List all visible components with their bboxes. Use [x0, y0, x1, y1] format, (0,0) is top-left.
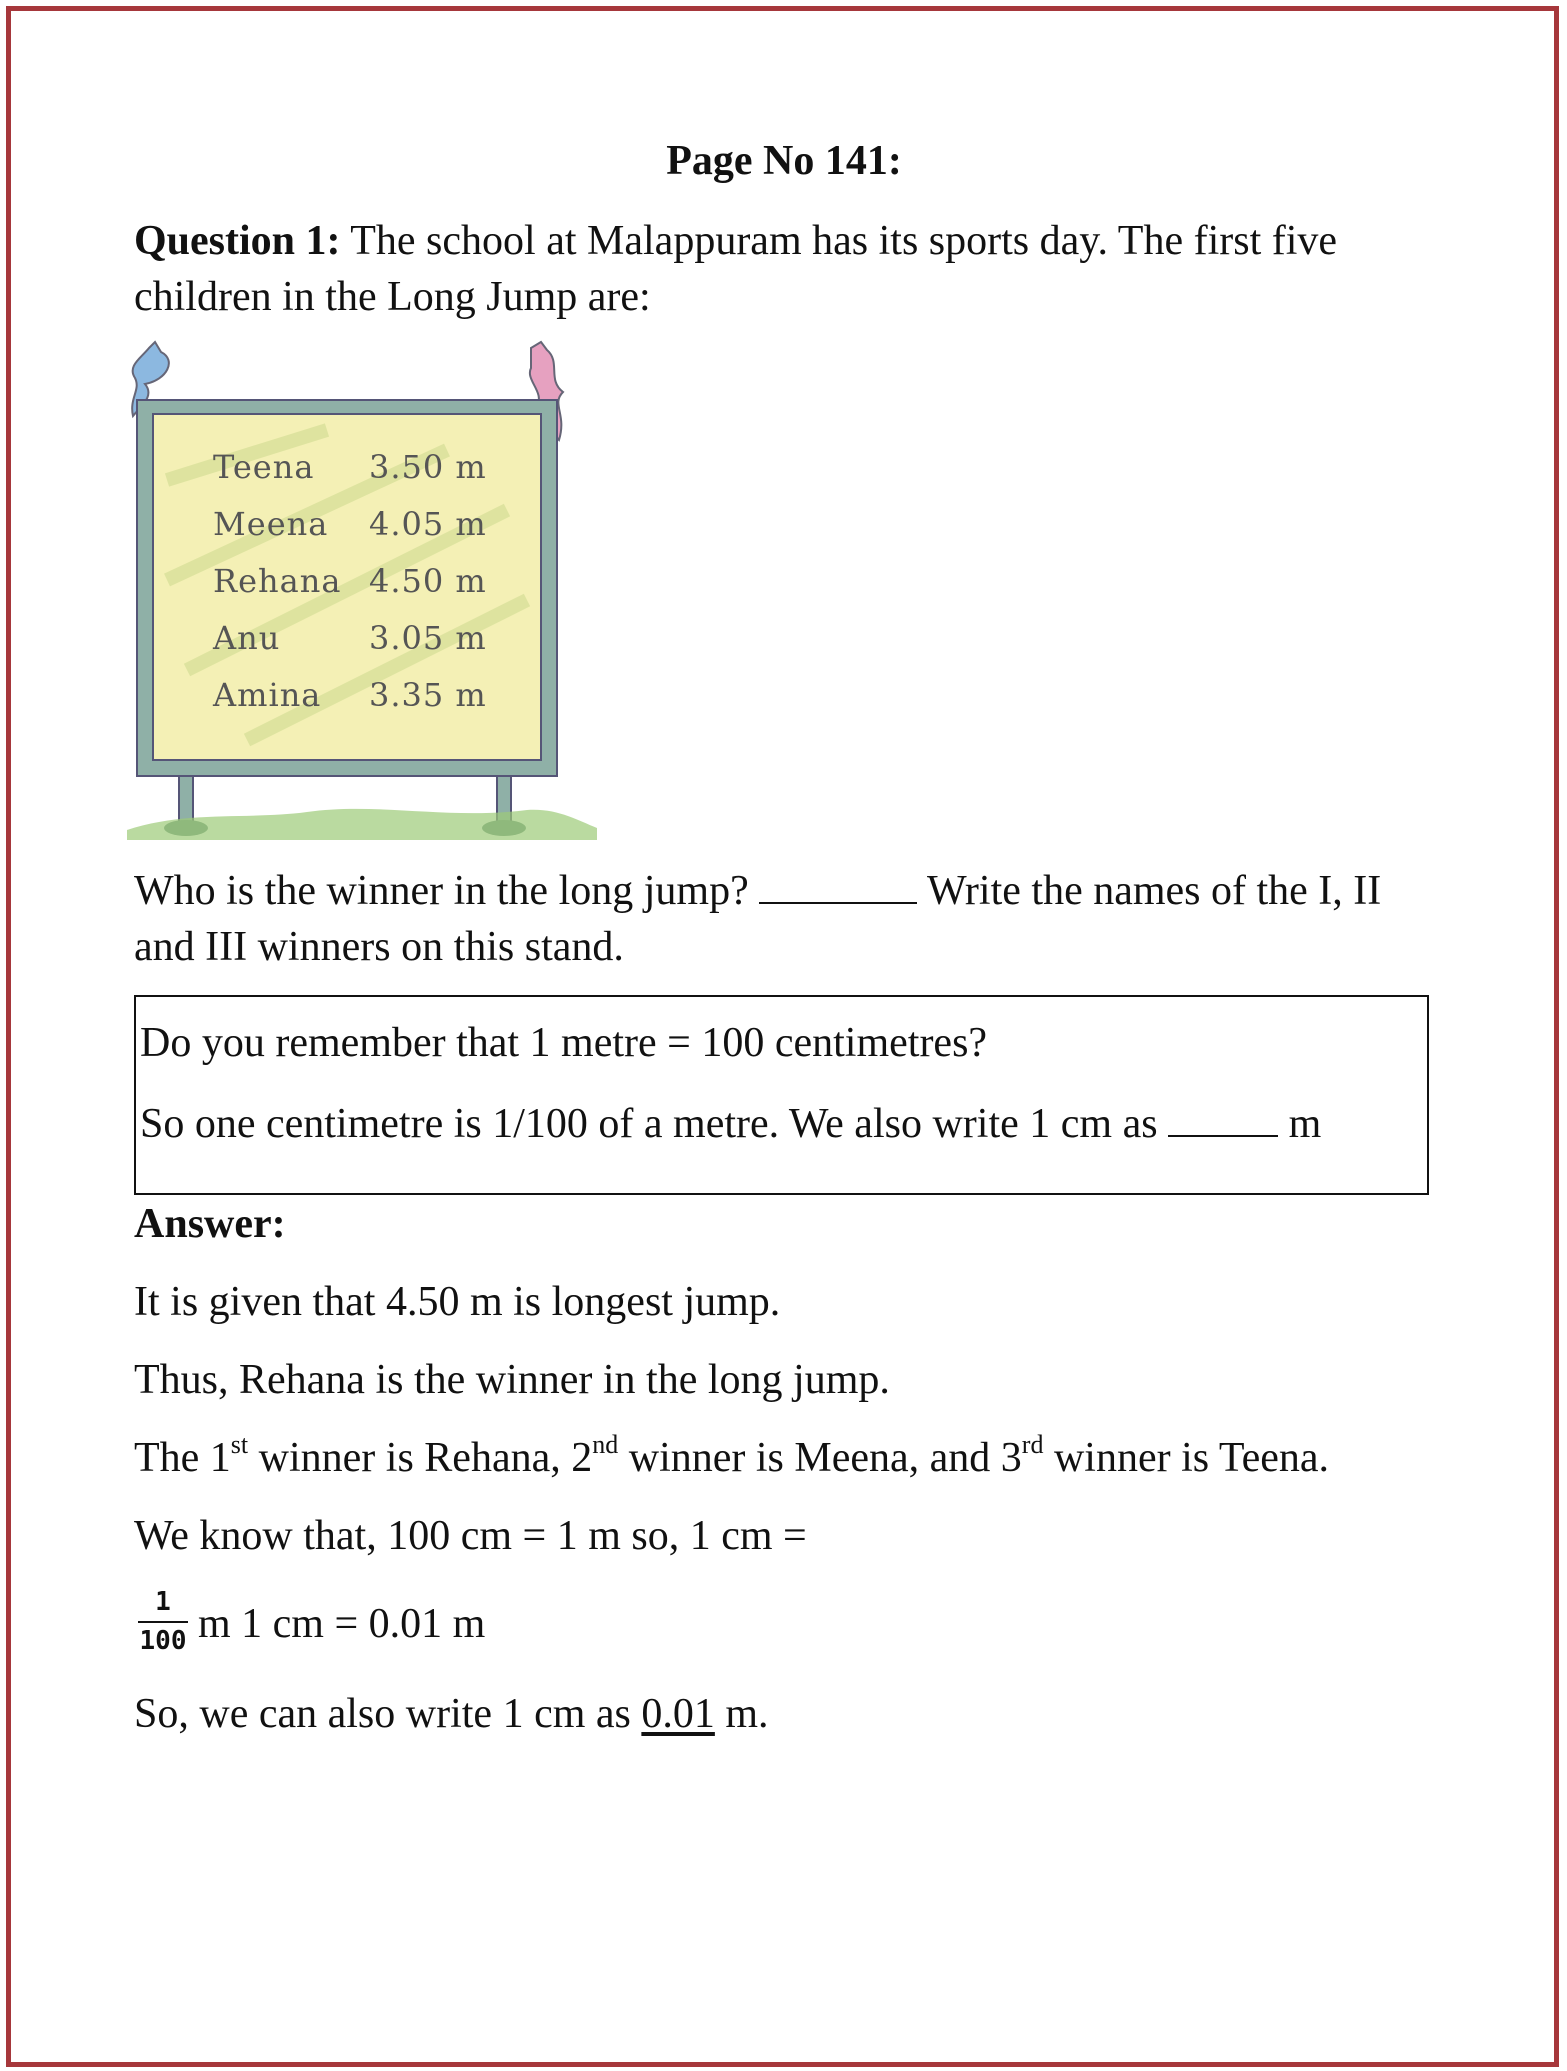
- results-board-illustration: [127, 340, 597, 840]
- answer-value-underlined: 0.01: [641, 1691, 715, 1737]
- answer-line-2: Thus, Rehana is the winner in the long jump.: [134, 1357, 890, 1403]
- question-label: Question 1:: [134, 218, 341, 264]
- board-name-1: Teena: [213, 448, 315, 486]
- answer-line-3: The 1st winner is Rehana, 2nd winner is Meena, and 3rd winner is Teena.: [134, 1430, 1329, 1481]
- question-line-1: [134, 213, 1434, 269]
- fraction-1-over-100: [134, 1585, 192, 1659]
- board-name-2: Meena: [213, 505, 329, 543]
- board-value-5: 3.35 m: [369, 676, 487, 714]
- answer-blank: [759, 864, 917, 904]
- question-text: The school at Malappuram has its sports day. The first five: [340, 218, 1338, 264]
- answer-line-5: m 1 cm = 0.01 m: [198, 1601, 486, 1647]
- board-name-4: Anu: [213, 619, 281, 657]
- note-line-2-unit: m: [1278, 1101, 1322, 1147]
- answer-line-6: So, we can also write 1 cm as 0.01 m.: [134, 1691, 769, 1737]
- board-value-4: 3.05 m: [369, 619, 487, 657]
- note-blank: [1168, 1097, 1278, 1137]
- board-value-3: 4.50 m: [369, 562, 487, 600]
- fraction-numerator: 1: [155, 1587, 171, 1617]
- answer-label: Answer:: [134, 1201, 286, 1247]
- prompt-line-2: and III winners on this stand.: [134, 924, 624, 970]
- answer-line-1: It is given that 4.50 m is longest jump.: [134, 1279, 781, 1325]
- answer-line-4: We know that, 100 cm = 1 m so, 1 cm =: [134, 1513, 807, 1559]
- board-name-3: Rehana: [213, 562, 342, 600]
- question-line-2: children in the Long Jump are:: [134, 274, 651, 320]
- prompt-line-1: [134, 863, 1434, 919]
- note-line-1: Do you remember that 1 metre = 100 centimetres?: [140, 1020, 988, 1066]
- board-name-5: Amina: [213, 676, 322, 714]
- winners-instruction: Write the names of the I, II: [917, 868, 1382, 914]
- grass: [127, 809, 597, 840]
- note-line-2-text: So one centimetre is 1/100 of a metre. We also write 1 cm as: [140, 1101, 1169, 1147]
- page-title: Page No 141:: [666, 138, 902, 184]
- board-value-2: 4.05 m: [369, 505, 487, 543]
- fraction-denominator: 100: [139, 1626, 187, 1656]
- board-value-1: 3.50 m: [369, 448, 487, 486]
- note-line-2: [140, 1097, 1321, 1148]
- remember-box: [134, 995, 1429, 1195]
- winner-question: Who is the winner in the long jump?: [134, 868, 760, 914]
